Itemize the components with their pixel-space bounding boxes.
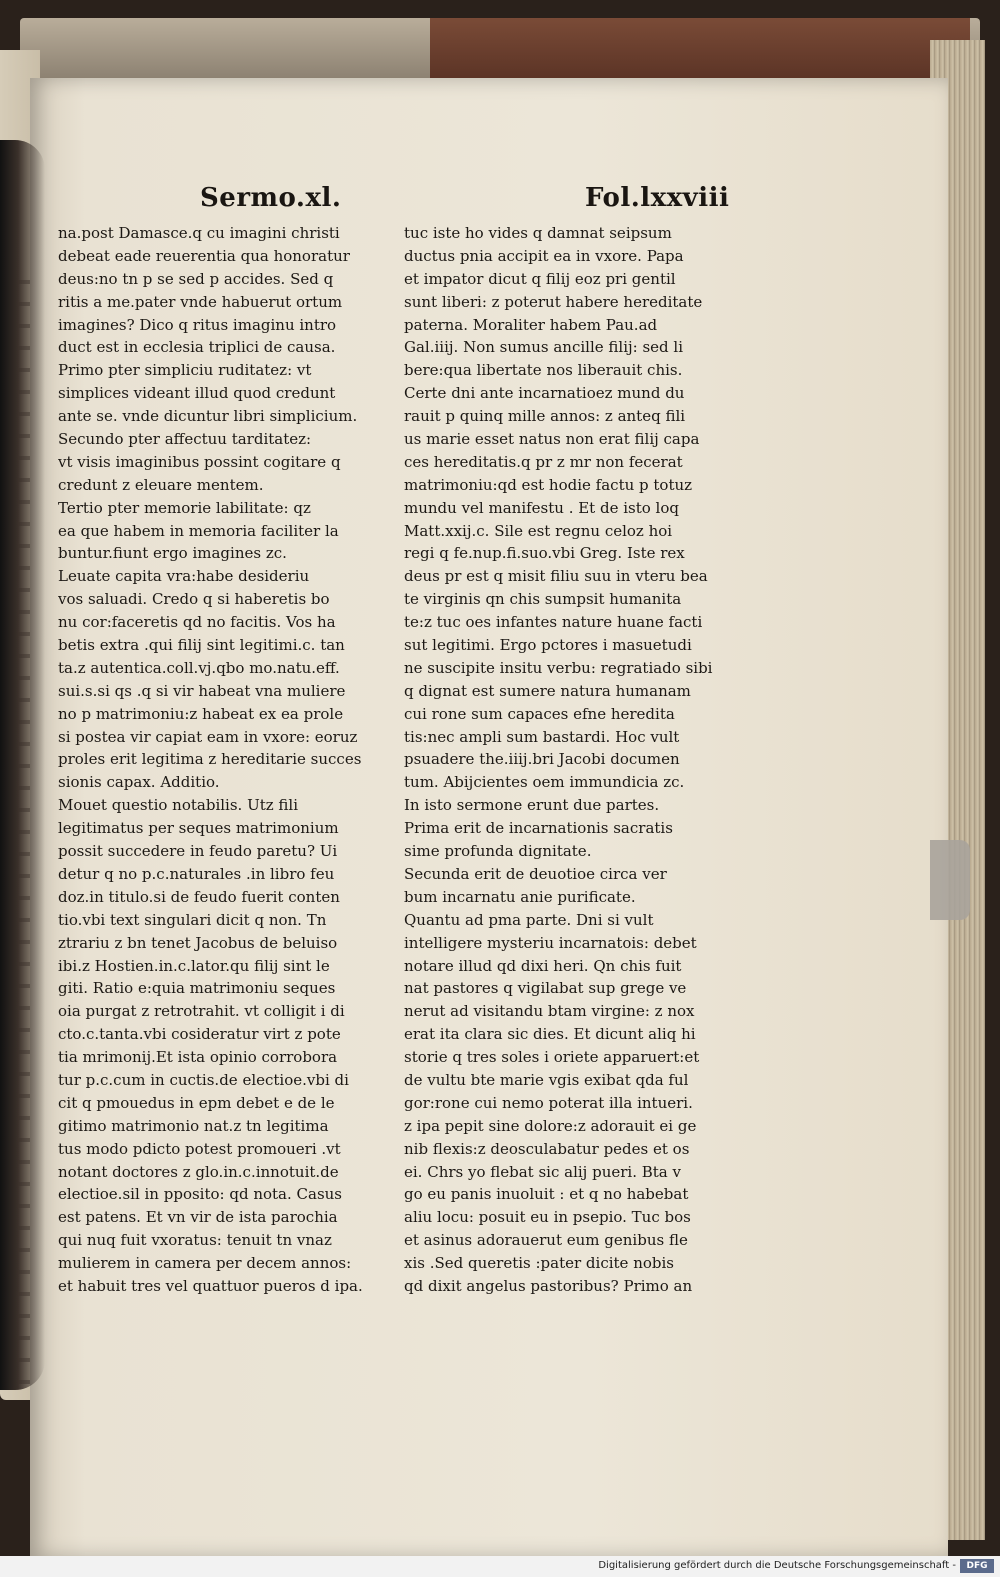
- text-line: ta.z autentica.coll.vj.qbo mo.natu.eff.: [58, 658, 340, 677]
- text-line: mundu vel manifestu . Et de isto loq: [404, 498, 679, 517]
- text-line: tus modo pdicto potest promoueri .vt: [58, 1139, 341, 1158]
- text-line: Secunda erit de deuotioe circa ver: [404, 864, 667, 883]
- text-line: Tertio pter memorie labilitate: qz: [58, 498, 311, 517]
- text-line: intelligere mysteriu incarnatois: debet: [404, 933, 697, 952]
- text-line: detur q no p.c.naturales .in libro feu: [58, 864, 335, 883]
- text-line: nib flexis:z deosculabatur pedes et os: [404, 1139, 690, 1158]
- text-line: ibi.z Hostien.in.c.lator.qu filij sint le: [58, 956, 330, 975]
- text-line: gor:rone cui nemo poterat illa intueri.: [404, 1093, 693, 1112]
- text-line: Certe dni ante incarnatioez mund du: [404, 384, 685, 403]
- text-line: notant doctores z glo.in.c.innotuit.de: [58, 1162, 339, 1181]
- text-line: cit q pmouedus in epm debet e de le: [58, 1093, 335, 1112]
- text-line: possit succedere in feudo paretu? Ui: [58, 842, 338, 861]
- text-line: tur p.c.cum in cuctis.de electioe.vbi di: [58, 1070, 349, 1089]
- text-line: Gal.iiij. Non sumus ancille filij: sed li: [404, 338, 684, 357]
- text-line: imagines? Dico q ritus imaginu intro: [58, 315, 337, 334]
- text-line: Leuate capita vra:habe desideriu: [58, 567, 310, 586]
- right-text-column: [404, 222, 760, 1298]
- text-line: nat pastores q vigilabat sup grege ve: [404, 979, 687, 998]
- text-line: est patens. Et vn vir de ista parochia: [58, 1208, 338, 1227]
- text-line: paterna. Moraliter habem Pau.ad: [404, 315, 658, 334]
- dfg-logo: DFG: [960, 1559, 994, 1573]
- text-line: de vultu bte marie vgis exibat qda ful: [404, 1070, 689, 1089]
- text-line: Prima erit de incarnationis sacratis: [404, 819, 673, 838]
- left-text-column: [58, 222, 408, 1298]
- text-line: cto.c.tanta.vbi cosideratur virt z pote: [58, 1025, 341, 1044]
- text-line: buntur.fiunt ergo imagines zc.: [58, 544, 287, 563]
- text-line: doz.in titulo.si de feudo fuerit conten: [58, 887, 340, 906]
- footer-credit: Digitalisierung gefördert durch die Deutsche Forschungsgemeinschaft -: [598, 1560, 956, 1571]
- text-line: notare illud qd dixi heri. Qn chis fuit: [404, 956, 682, 975]
- text-line: ces hereditatis.q pr z mr non fecerat: [404, 452, 683, 471]
- text-line: Mouet questio notabilis. Utz fili: [58, 796, 299, 815]
- text-line: tuc iste ho vides q damnat seipsum: [404, 224, 672, 242]
- text-line: legitimatus per seques matrimonium: [58, 819, 339, 838]
- text-line: tio.vbi text singulari dicit q non. Tn: [58, 910, 327, 929]
- text-line: qui nuq fuit vxoratus: tenuit tn vnaz: [58, 1231, 332, 1250]
- text-line: ne suscipite insitu verbu: regratiado sibi: [404, 658, 713, 677]
- text-line: deus:no tn p se sed p accides. Sed q: [58, 269, 334, 288]
- text-line: no p matrimoniu:z habeat ex ea prole: [58, 704, 344, 723]
- text-line: te virginis qn chis sumpsit humanita: [404, 590, 682, 609]
- text-line: z ipa pepit sine dolore:z adorauit ei ge: [404, 1116, 697, 1135]
- text-line: sui.s.si qs .q si vir habeat vna muliere: [58, 681, 346, 700]
- text-line: si postea vir capiat eam in vxore: eoruz: [58, 727, 358, 746]
- text-line: bum incarnatu anie purificate.: [404, 887, 636, 906]
- text-line: tis:nec ampli sum bastardi. Hoc vult: [404, 727, 680, 746]
- text-line: q dignat est sumere natura humanam: [404, 681, 691, 700]
- text-line: ritis a me.pater vnde habuerut ortum: [58, 292, 343, 311]
- text-line: Matt.xxij.c. Sile est regnu celoz hoi: [404, 521, 673, 540]
- text-line: et impator dicut q filij eoz pri gentil: [404, 269, 676, 288]
- text-line: erat ita clara sic dies. Et dicunt aliq hi: [404, 1025, 696, 1044]
- text-line: rauit p quinq mille annos: z anteq fili: [404, 407, 686, 426]
- text-line: ea que habem in memoria faciliter la: [58, 521, 339, 540]
- text-line: qd dixit angelus pastoribus? Primo an: [404, 1276, 693, 1295]
- text-line: credunt z eleuare mentem.: [58, 475, 264, 494]
- text-line: betis extra .qui filij sint legitimi.c. tan: [58, 636, 345, 655]
- text-line: Quantu ad pma parte. Dni si vult: [404, 910, 654, 929]
- text-line: storie q tres soles i oriete apparuert:et: [404, 1048, 700, 1067]
- text-line: cui rone sum capaces efne heredita: [404, 704, 675, 723]
- text-line: debeat eade reuerentia qua honoratur: [58, 246, 350, 265]
- text-line: xis .Sed queretis :pater dicite nobis: [404, 1254, 674, 1273]
- book-cover-edge: [430, 18, 970, 78]
- text-line: ztrariu z bn tenet Jacobus de beluiso: [58, 933, 338, 952]
- text-line: sut legitimi. Ergo pctores i masuetudi: [404, 636, 692, 655]
- text-line: vos saluadi. Credo q si haberetis bo: [58, 590, 330, 609]
- text-line: duct est in ecclesia triplici de causa.: [58, 338, 336, 357]
- text-line: na.post Damasce.q cu imagini christi: [58, 224, 340, 242]
- spine-shadow: [0, 140, 45, 1390]
- running-head-left: Sermo.xl.: [200, 183, 342, 213]
- text-line: deus pr est q misit filiu suu in vteru bea: [404, 567, 708, 586]
- text-line: sime profunda dignitate.: [404, 842, 592, 861]
- digitization-footer: [0, 1556, 1000, 1577]
- text-line: sionis capax. Additio.: [58, 773, 220, 792]
- running-head-right: Fol.lxxviii: [585, 183, 730, 213]
- text-line: giti. Ratio e:quia matrimoniu seques: [58, 979, 336, 998]
- text-line: us marie esset natus non erat filij capa: [404, 430, 700, 449]
- text-line: go eu panis inuoluit : et q no habebat: [404, 1185, 689, 1204]
- text-line: sunt liberi: z poterut habere hereditate: [404, 292, 703, 311]
- text-line: simplices videant illud quod credunt: [58, 384, 336, 403]
- text-line: proles erit legitima z hereditarie succes: [58, 750, 362, 769]
- text-line: electioe.sil in pposito: qd nota. Casus: [58, 1185, 342, 1204]
- text-line: ductus pnia accipit ea in vxore. Papa: [404, 246, 684, 265]
- text-line: et asinus adorauerut eum genibus fle: [404, 1231, 688, 1250]
- text-line: vt visis imaginibus possint cogitare q: [58, 452, 341, 471]
- text-line: regi q fe.nup.fi.suo.vbi Greg. Iste rex: [404, 544, 685, 563]
- text-line: Secundo pter affectuu tarditatez:: [58, 430, 312, 449]
- text-line: et habuit tres vel quattuor pueros d ipa.: [58, 1276, 363, 1295]
- text-line: matrimoniu:qd est hodie factu p totuz: [404, 475, 693, 494]
- text-line: tia mrimonij.Et ista opinio corrobora: [58, 1048, 338, 1067]
- text-line: oia purgat z retrotrahit. vt colligit i di: [58, 1002, 345, 1021]
- text-line: In isto sermone erunt due partes.: [404, 796, 660, 815]
- text-line: te:z tuc oes infantes nature huane facti: [404, 613, 703, 632]
- text-line: tum. Abijcientes oem immundicia zc.: [404, 773, 685, 792]
- text-line: bere:qua libertate nos liberauit chis.: [404, 361, 683, 380]
- text-line: aliu locu: posuit eu in psepio. Tuc bos: [404, 1208, 691, 1227]
- text-line: ei. Chrs yo flebat sic alij pueri. Bta v: [404, 1162, 681, 1181]
- text-line: ante se. vnde dicuntur libri simplicium.: [58, 407, 358, 426]
- text-line: nu cor:faceretis qd no facitis. Vos ha: [58, 613, 336, 632]
- page-clip: [930, 840, 970, 920]
- text-line: psuadere the.iiij.bri Jacobi documen: [404, 750, 680, 769]
- text-line: mulierem in camera per decem annos:: [58, 1254, 352, 1273]
- text-line: nerut ad visitandu btam virgine: z nox: [404, 1002, 695, 1021]
- text-line: Primo pter simpliciu ruditatez: vt: [58, 361, 312, 380]
- text-line: gitimo matrimonio nat.z tn legitima: [58, 1116, 329, 1135]
